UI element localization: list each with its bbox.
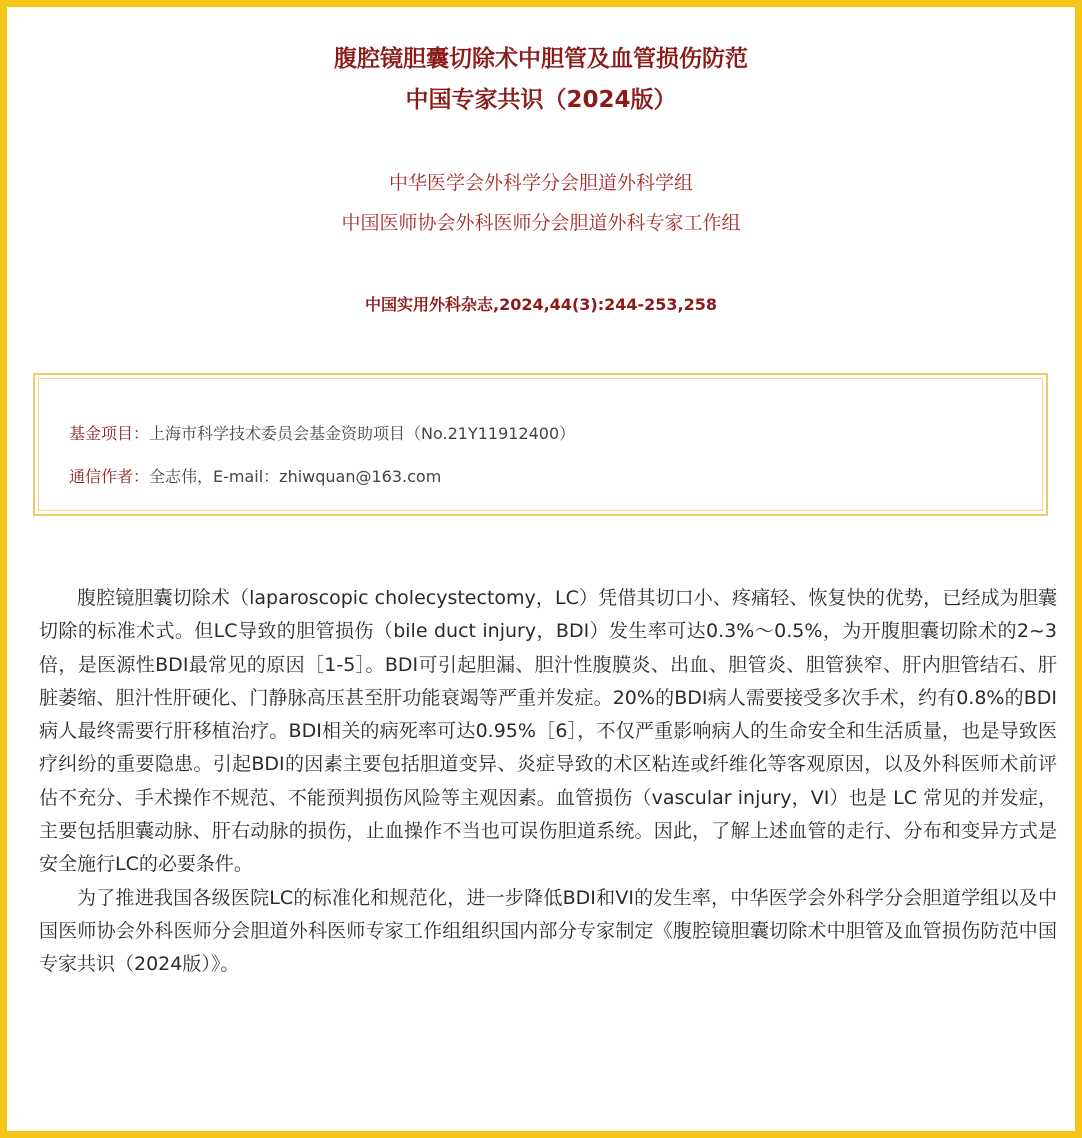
article-body xyxy=(39,582,1057,982)
author-organization-2: 中国医师协会外科医师分会胆道外科专家工作组 xyxy=(341,212,741,234)
journal-citation: 中国实用外科杂志,2024,44(3):244-253,258 xyxy=(364,295,718,314)
author-organization-1: 中华医学会外科学分会胆道外科学组 xyxy=(388,172,693,194)
article-info-box-inner xyxy=(38,378,1043,511)
article-title-line2: 中国专家共识（2024版） xyxy=(405,87,677,113)
body-paragraph-2: 为了推进我国各级医院LC的标准化和规范化，进一步降低BDI和VI的发生率，中华医学会外科学分会胆道学组以及中国医师协会外科医师分会胆道外科医师专家工作组组织国内部分专家制定《腹腔镜胆囊切除术中胆管及血管损伤防范中国专家共识（2024版）》。 xyxy=(39,886,1057,976)
corresponding-author-line xyxy=(69,466,441,488)
body-paragraph-1: 腹腔镜胆囊切除术（laparoscopic cholecystectomy，LC）凭借其切口小、疼痛轻、恢复快的优势，已经成为胆囊切除的标准术式。但LC导致的胆管损伤（bile duct injury，BDI）发生率可达0.3%～0.5%，为开腹胆囊切除术的2~3倍，是医源性BDI最常见的原因［1-5］。BDI可引起胆漏、胆汁性腹膜炎、出血、胆管炎、胆管狭窄、肝内胆管结石、肝脏萎缩、胆汁性肝硬化、门静脉高压甚至肝功能衰竭等严重并发症。20%的BDI病人需要接受多次手术，约有0.8%的BDI病人最终需要行肝移植治疗。BDI相关的病死率可达0.95%［6］，不仅严重影响病人的生命安全和生活质量，也是导致医疗纠纷的重要隐患。引起BDI的因素主要包括胆道变异、炎症导致的术区粘连或纤维化等客观原因，以及外科医师术前评估不充分、手术操作不规范、不能预判损伤风险等主观因素。血管损伤（vascular injury，VI）也是 LC 常见的并发症，主要包括胆囊动脉、肝右动脉的损伤，止血操作不当也可误伤胆道系统。因此，了解上述血管的走行、分布和变异方式是安全施行LC的必要条件。 xyxy=(39,587,1057,876)
corresponding-author-value: 全志伟，E-mail：zhiwquan@163.com xyxy=(149,467,442,486)
article-title-line1: 腹腔镜胆囊切除术中胆管及血管损伤防范 xyxy=(334,46,748,72)
corresponding-author-label: 通信作者： xyxy=(69,467,150,486)
fund-line xyxy=(69,423,575,445)
article-info-box xyxy=(33,373,1048,516)
fund-value: 上海市科学技术委员会基金资助项目（No.21Y11912400） xyxy=(149,424,576,443)
fund-label: 基金项目： xyxy=(69,424,150,443)
